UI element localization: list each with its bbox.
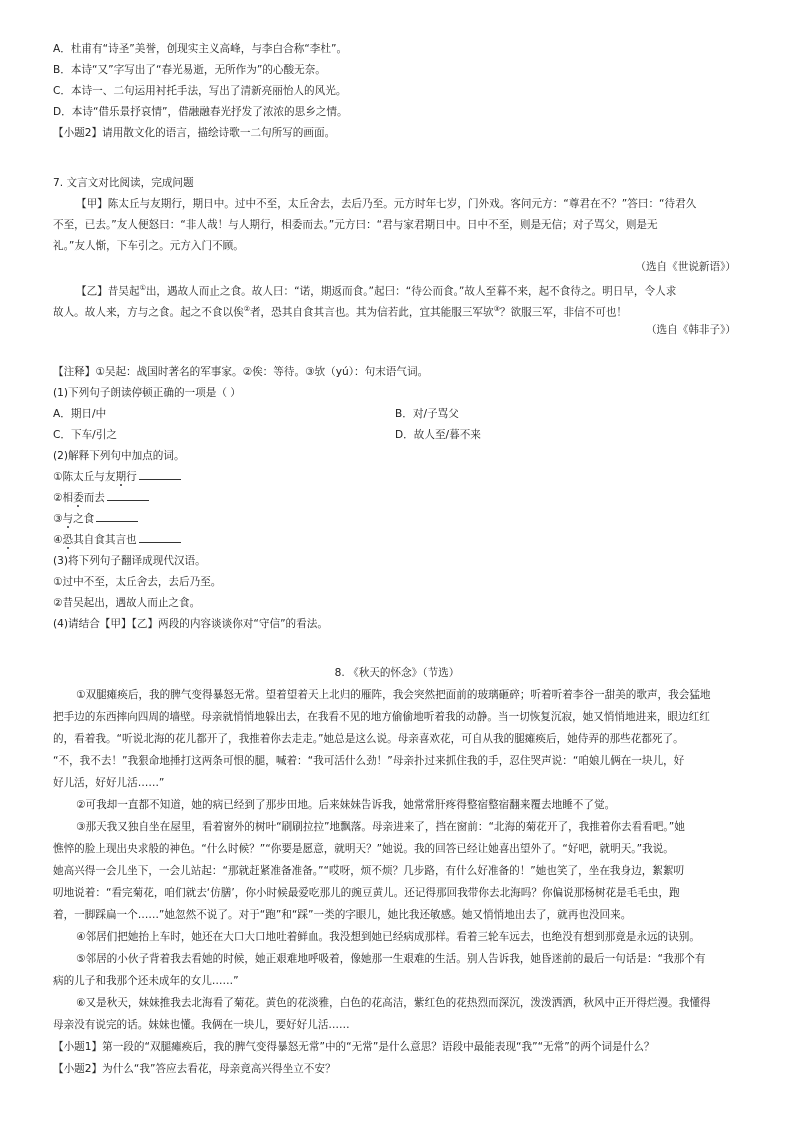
q7-q1-option-b: B．对/子骂父 (395, 408, 459, 420)
yi-text: 【乙】昔吴起 (76, 285, 140, 298)
word-pre: ①陈太丘与友 (53, 471, 116, 483)
answer-blank[interactable] (107, 491, 149, 501)
q7-translate-item: ②昔吴起出，遇故人而止之食。 (53, 597, 201, 609)
word-pre: ④ (53, 534, 63, 546)
q8-text-line: 病的儿子和我那个还未成年的女儿……” (53, 975, 239, 987)
q8-subquestion-1: 【小题1】第一段的“双腿瘫痪后，我的脾气变得暴怒无常”中的“无常”是什么意思？语段中最能表现“我”“无常”的两个词是什么？ (53, 1041, 655, 1053)
q7-word-item (53, 491, 149, 505)
q7-word-item (53, 512, 138, 526)
yi-text: 出，遇故人而止之食。故人曰：“诺，期返而食。”起曰：“待公而食。”故人至暮不来，起不食待之。明日早，令人求 (145, 285, 677, 298)
q6-option-c: C．本诗一、二句运用衬托手法，写出了清新亮丽怡人的风光。 (53, 85, 347, 97)
q8-text-line: ④邻居们把她抬上车时，她还在大口大口地吐着鲜血。我没想到她已经病成那样。看着三轮车远去，也绝没有想到那竟是永远的诀别。 (76, 931, 700, 943)
q7-title: 7. 文言文对比阅读，完成问题 (53, 177, 194, 189)
q7-jia-line: 不至，已去。”友人便怒曰：“非人哉！与人期行，相委而去。”元方曰：“君与家君期日中。日中不至，则是无信；对子骂父，则是无 (53, 219, 658, 231)
answer-blank[interactable] (139, 533, 181, 543)
q6-option-d: D．本诗“借乐景抒哀情”，借融融春光抒发了浓浓的思乡之情。 (53, 106, 348, 118)
q6-subquestion-2: 【小题2】请用散文化的语言，描绘诗歌一二句所写的画面。 (53, 127, 336, 139)
q8-text-line: 她高兴得一会儿坐下，一会儿站起：“那就赶紧准备准备。”“哎呀，烦不烦？几步路，有什么好准备的！”她也笑了，坐在我身边，絮絮叨 (53, 865, 685, 877)
q7-question-3: (3)将下列句子翻译成现代汉语。 (53, 555, 206, 567)
q7-jia-source: （选自《世说新语》） (635, 261, 736, 273)
q8-text-line: 叨地说着：“看完菊花，咱们就去‘仿膳’，你小时候最爱吃那儿的豌豆黄儿。还记得那回我带你去北海吗？你偏说那杨树花是毛毛虫，跑 (53, 887, 680, 899)
yi-text: 故人。故人来，方与之食。起之不食以俟 (53, 306, 244, 319)
q7-question-2: (2)解释下列句中加点的词。 (53, 450, 185, 462)
q7-yi-line (53, 302, 627, 320)
dotted-word: 与 (62, 513, 74, 525)
word-post: 而去 (83, 492, 105, 504)
q7-jia-line: 【甲】陈太丘与友期行，期日中。过中不至，太丘舍去，去后乃至。元方时年七岁，门外戏。客问元方：“尊君在不？”答曰：“待君久 (76, 198, 697, 210)
answer-blank[interactable] (139, 470, 181, 480)
q8-text-line: “不，我不去！”我狠命地捶打这两条可恨的腿，喊着：“我可活什么劲！”母亲扑过来抓住我的手，忍住哭声说：“咱娘儿俩在一块儿，好 (53, 755, 685, 767)
dotted-word: 期 (115, 471, 127, 483)
q8-text-line: ③那天我又独自坐在屋里，看着窗外的树叶“刷刷拉拉”地飘落。母亲进来了，挡在窗前：“北海的菊花开了，我推着你去看看吧。”她 (76, 821, 685, 833)
word-pre: ②相 (53, 492, 74, 504)
q6-option-a: A．杜甫有“诗圣”美誉，创现实主义高峰，与李白合称“李杜”。 (53, 43, 348, 55)
q8-text-line: 把手边的东西摔向四周的墙壁。母亲就悄悄地躲出去，在我看不见的地方偷偷地听着我的动静。当一切恢复沉寂，她又悄悄地进来，眼边红红 (53, 711, 710, 723)
footnote-marker: ② (243, 305, 250, 313)
q8-text-line: ⑥又是秋天，妹妹推我去北海看了菊花。黄色的花淡雅，白色的花高洁，紫红色的花热烈而深沉，泼泼洒洒，秋风中正开得烂漫。我懂得 (76, 997, 711, 1009)
dotted-word: 委 (73, 492, 84, 504)
q7-q1-option-a: A．期日/中 (53, 408, 107, 420)
q7-word-item (53, 533, 181, 547)
q8-text-line: 憔悴的脸上现出央求般的神色。“什么时候？”“你要是愿意，就明天？”她说。我的回答已经让她喜出望外了。“好吧，就明天。”我说。 (53, 843, 674, 855)
q7-jia-line: 礼。”友人惭，下车引之。元方入门不顾。 (53, 240, 244, 252)
q7-q1-option-d: D．故人至/暮不来 (395, 429, 481, 441)
word-post: 之食 (73, 513, 95, 525)
q7-yi-source: （选自《韩非子》） (645, 324, 736, 336)
word-pre: ③ (53, 513, 63, 525)
q7-question-1: (1)下列句子朗读停顿正确的一项是（ ） (53, 387, 241, 399)
footnote-marker: ③ (493, 305, 500, 313)
answer-blank[interactable] (96, 512, 138, 522)
q7-yi-line (76, 281, 676, 299)
q8-text-line: 好儿活，好好儿活……” (53, 777, 165, 789)
q8-text-line: 的，看着我。“听说北海的花儿都开了，我推着你去走走。”她总是这么说。母亲喜欢花，可自从我的腿瘫痪后，她侍弄的那些花都死了。 (53, 733, 684, 745)
q8-text-line: ②可我却一直都不知道，她的病已经到了那步田地。后来妹妹告诉我，她常常肝疼得整宿整宿翻来覆去地睡不了觉。 (76, 799, 616, 811)
q7-q1-option-c: C．下车/引之 (53, 429, 117, 441)
q7-word-item (53, 470, 181, 484)
word-post: 其自食其言也 (73, 534, 137, 546)
q7-notes: 【注释】①吴起：战国时著名的军事家。②俟：等待。③欤（yú）：句末语气词。 (53, 366, 429, 378)
q8-text-line: ①双腿瘫痪后，我的脾气变得暴怒无常。望着望着天上北归的雁阵，我会突然把面前的玻璃砸碎；听着听着李谷一甜美的歌声，我会猛地 (76, 689, 711, 701)
footnote-marker: ① (139, 284, 146, 292)
yi-text: ？欲服三军，非信不可也！ (499, 306, 628, 319)
q7-translate-item: ①过中不至，太丘舍去，去后乃至。 (53, 576, 222, 588)
yi-text: 者，恐其自食其言也。其为信若此，宜其能服三军欤 (249, 306, 494, 319)
q8-title: 8. 《秋天的怀念》（节选） (334, 667, 460, 679)
dotted-word: 恐 (62, 534, 74, 546)
q7-question-4: (4)请结合【甲】【乙】两段的内容谈谈你对“守信”的看法。 (53, 618, 328, 630)
q6-option-b: B．本诗“又”字写出了“春光易逝，无所作为”的心酸无奈。 (53, 64, 326, 76)
word-post: 行 (126, 471, 137, 483)
q8-text-line: 母亲没有说完的话。妹妹也懂。我俩在一块儿，要好好儿活…… (53, 1019, 350, 1031)
q8-text-line: ⑤邻居的小伙子背着我去看她的时候，她正艰难地呼吸着，像她那一生艰难的生活。别人告诉我，她昏迷前的最后一句话是：“我那个有 (76, 953, 706, 965)
q8-subquestion-2: 【小题2】为什么“我”答应去看花，母亲竟高兴得坐立不安？ (53, 1063, 336, 1075)
q8-text-line: 着，一脚踩扁一个……”她忽然不说了。对于“跑”和“踩”一类的字眼儿，她比我还敏感。她又悄悄地出去了，就再也没回来。 (53, 909, 632, 921)
